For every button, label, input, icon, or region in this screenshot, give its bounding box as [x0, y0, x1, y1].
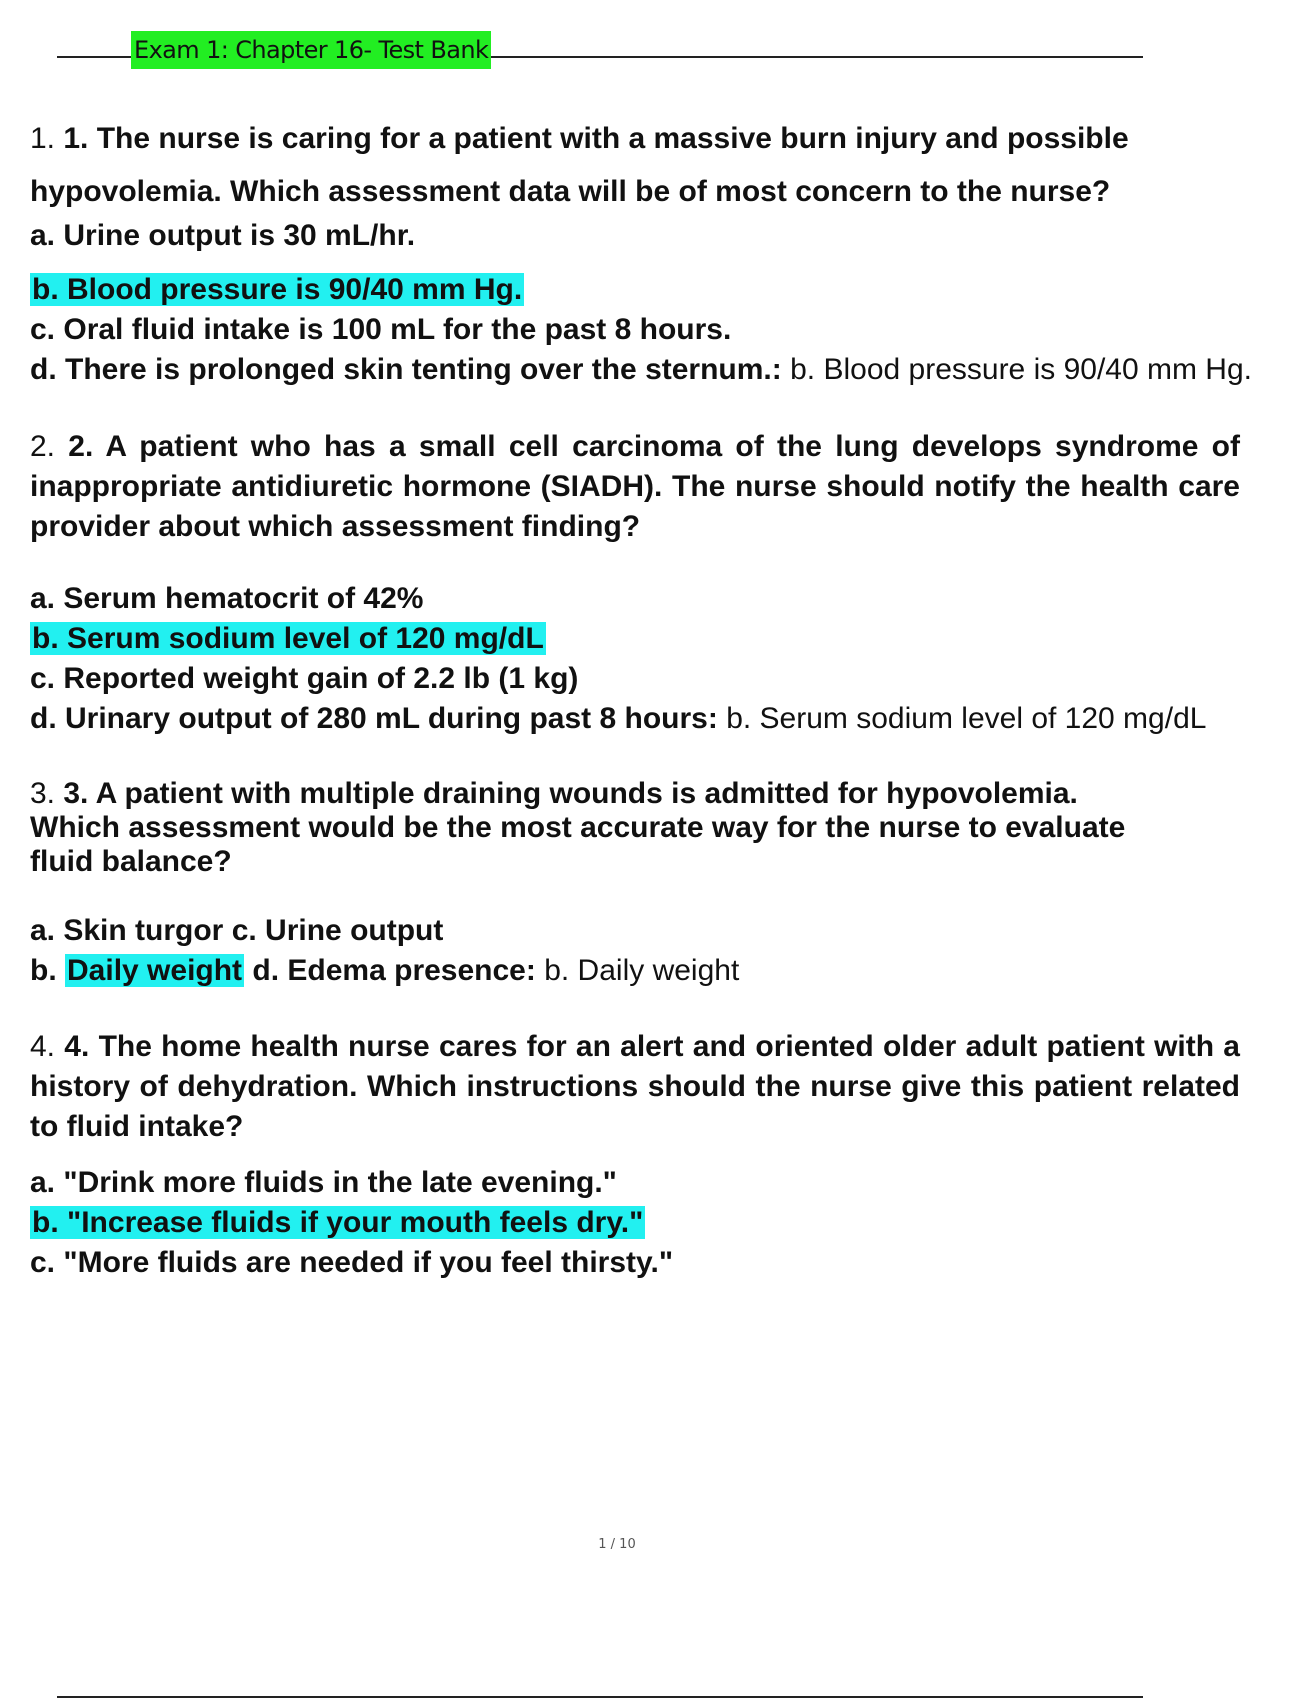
question-2-stem: [30, 427, 1240, 547]
question-text: 3. A patient with multiple draining wounds is admitted for hypovolemia. Which assessment would be the most accurate way for the nurse to evaluate fluid balance?: [30, 777, 1126, 878]
option-d-text: d. Edema presence:: [252, 954, 536, 987]
option-b-d: [30, 951, 1200, 991]
option-d: [30, 350, 1307, 390]
highlighted-answer: b. Blood pressure is 90/40 mm Hg.: [32, 273, 523, 306]
question-number: 2.: [30, 430, 56, 463]
option-c: c. "More fluids are needed if you feel thirsty.": [30, 1246, 674, 1279]
question-2: [30, 427, 1240, 739]
page-number: 1 / 10: [598, 1537, 636, 1552]
question-text: 4. The home health nurse cares for an alert and oriented older adult patient with a history of dehydration. Which instructions should the nurse give this patient related to fluid intake?: [30, 1030, 1240, 1143]
option-b-letter: b.: [30, 954, 57, 987]
option-b: [30, 1203, 1200, 1243]
question-list: [30, 118, 1252, 1283]
option-c: c. Oral fluid intake is 100 mL for the past 8 hours.: [30, 313, 732, 346]
question-4: [30, 1027, 1240, 1283]
option-b: [30, 270, 1200, 310]
option-a: a. Urine output is 30 mL/hr.: [30, 219, 416, 252]
question-number: 4.: [30, 1030, 56, 1063]
highlighted-answer: Daily weight: [67, 954, 243, 987]
option-d-text: d. There is prolonged skin tenting over the sternum.:: [30, 353, 782, 386]
question-3-stem: [30, 777, 1150, 879]
option-a: a. "Drink more fluids in the late evening.": [30, 1166, 617, 1199]
option-a: a. Serum hematocrit of 42%: [30, 582, 424, 615]
question-4-stem: [30, 1027, 1240, 1147]
question-text: 1. The nurse is caring for a patient with a massive burn injury and possible hypovolemia. Which assessment data will be of most concern to the nurse?: [30, 122, 1129, 208]
option-d-text: d. Urinary output of 280 mL during past 8 hours:: [30, 702, 718, 735]
answer-key: b. Blood pressure is 90/40 mm Hg.: [790, 353, 1252, 386]
document-title: Exam 1: Chapter 16- Test Bank: [131, 31, 491, 69]
option-a-c: a. Skin turgor c. Urine output: [30, 914, 444, 947]
question-text: 2. A patient who has a small cell carcinoma of the lung develops syndrome of inappropriate antidiuretic hormone (SIADH). The nurse should notify the health care provider about which assessment finding?: [30, 430, 1240, 543]
answer-key: b. Daily weight: [544, 954, 740, 987]
question-3: [30, 777, 1200, 991]
question-1-stem: [30, 112, 1200, 218]
footer-rule: [57, 1696, 1143, 1698]
option-b: [30, 619, 1200, 659]
question-1: [30, 112, 1252, 390]
highlighted-answer: b. "Increase fluids if your mouth feels dry.": [32, 1206, 644, 1239]
question-number: 1.: [30, 122, 56, 155]
answer-key: b. Serum sodium level of 120 mg/dL: [726, 702, 1207, 735]
option-d: [30, 699, 1307, 739]
highlighted-answer: b. Serum sodium level of 120 mg/dL: [32, 622, 544, 655]
question-number: 3.: [30, 777, 56, 810]
option-c: c. Reported weight gain of 2.2 lb (1 kg): [30, 662, 579, 695]
